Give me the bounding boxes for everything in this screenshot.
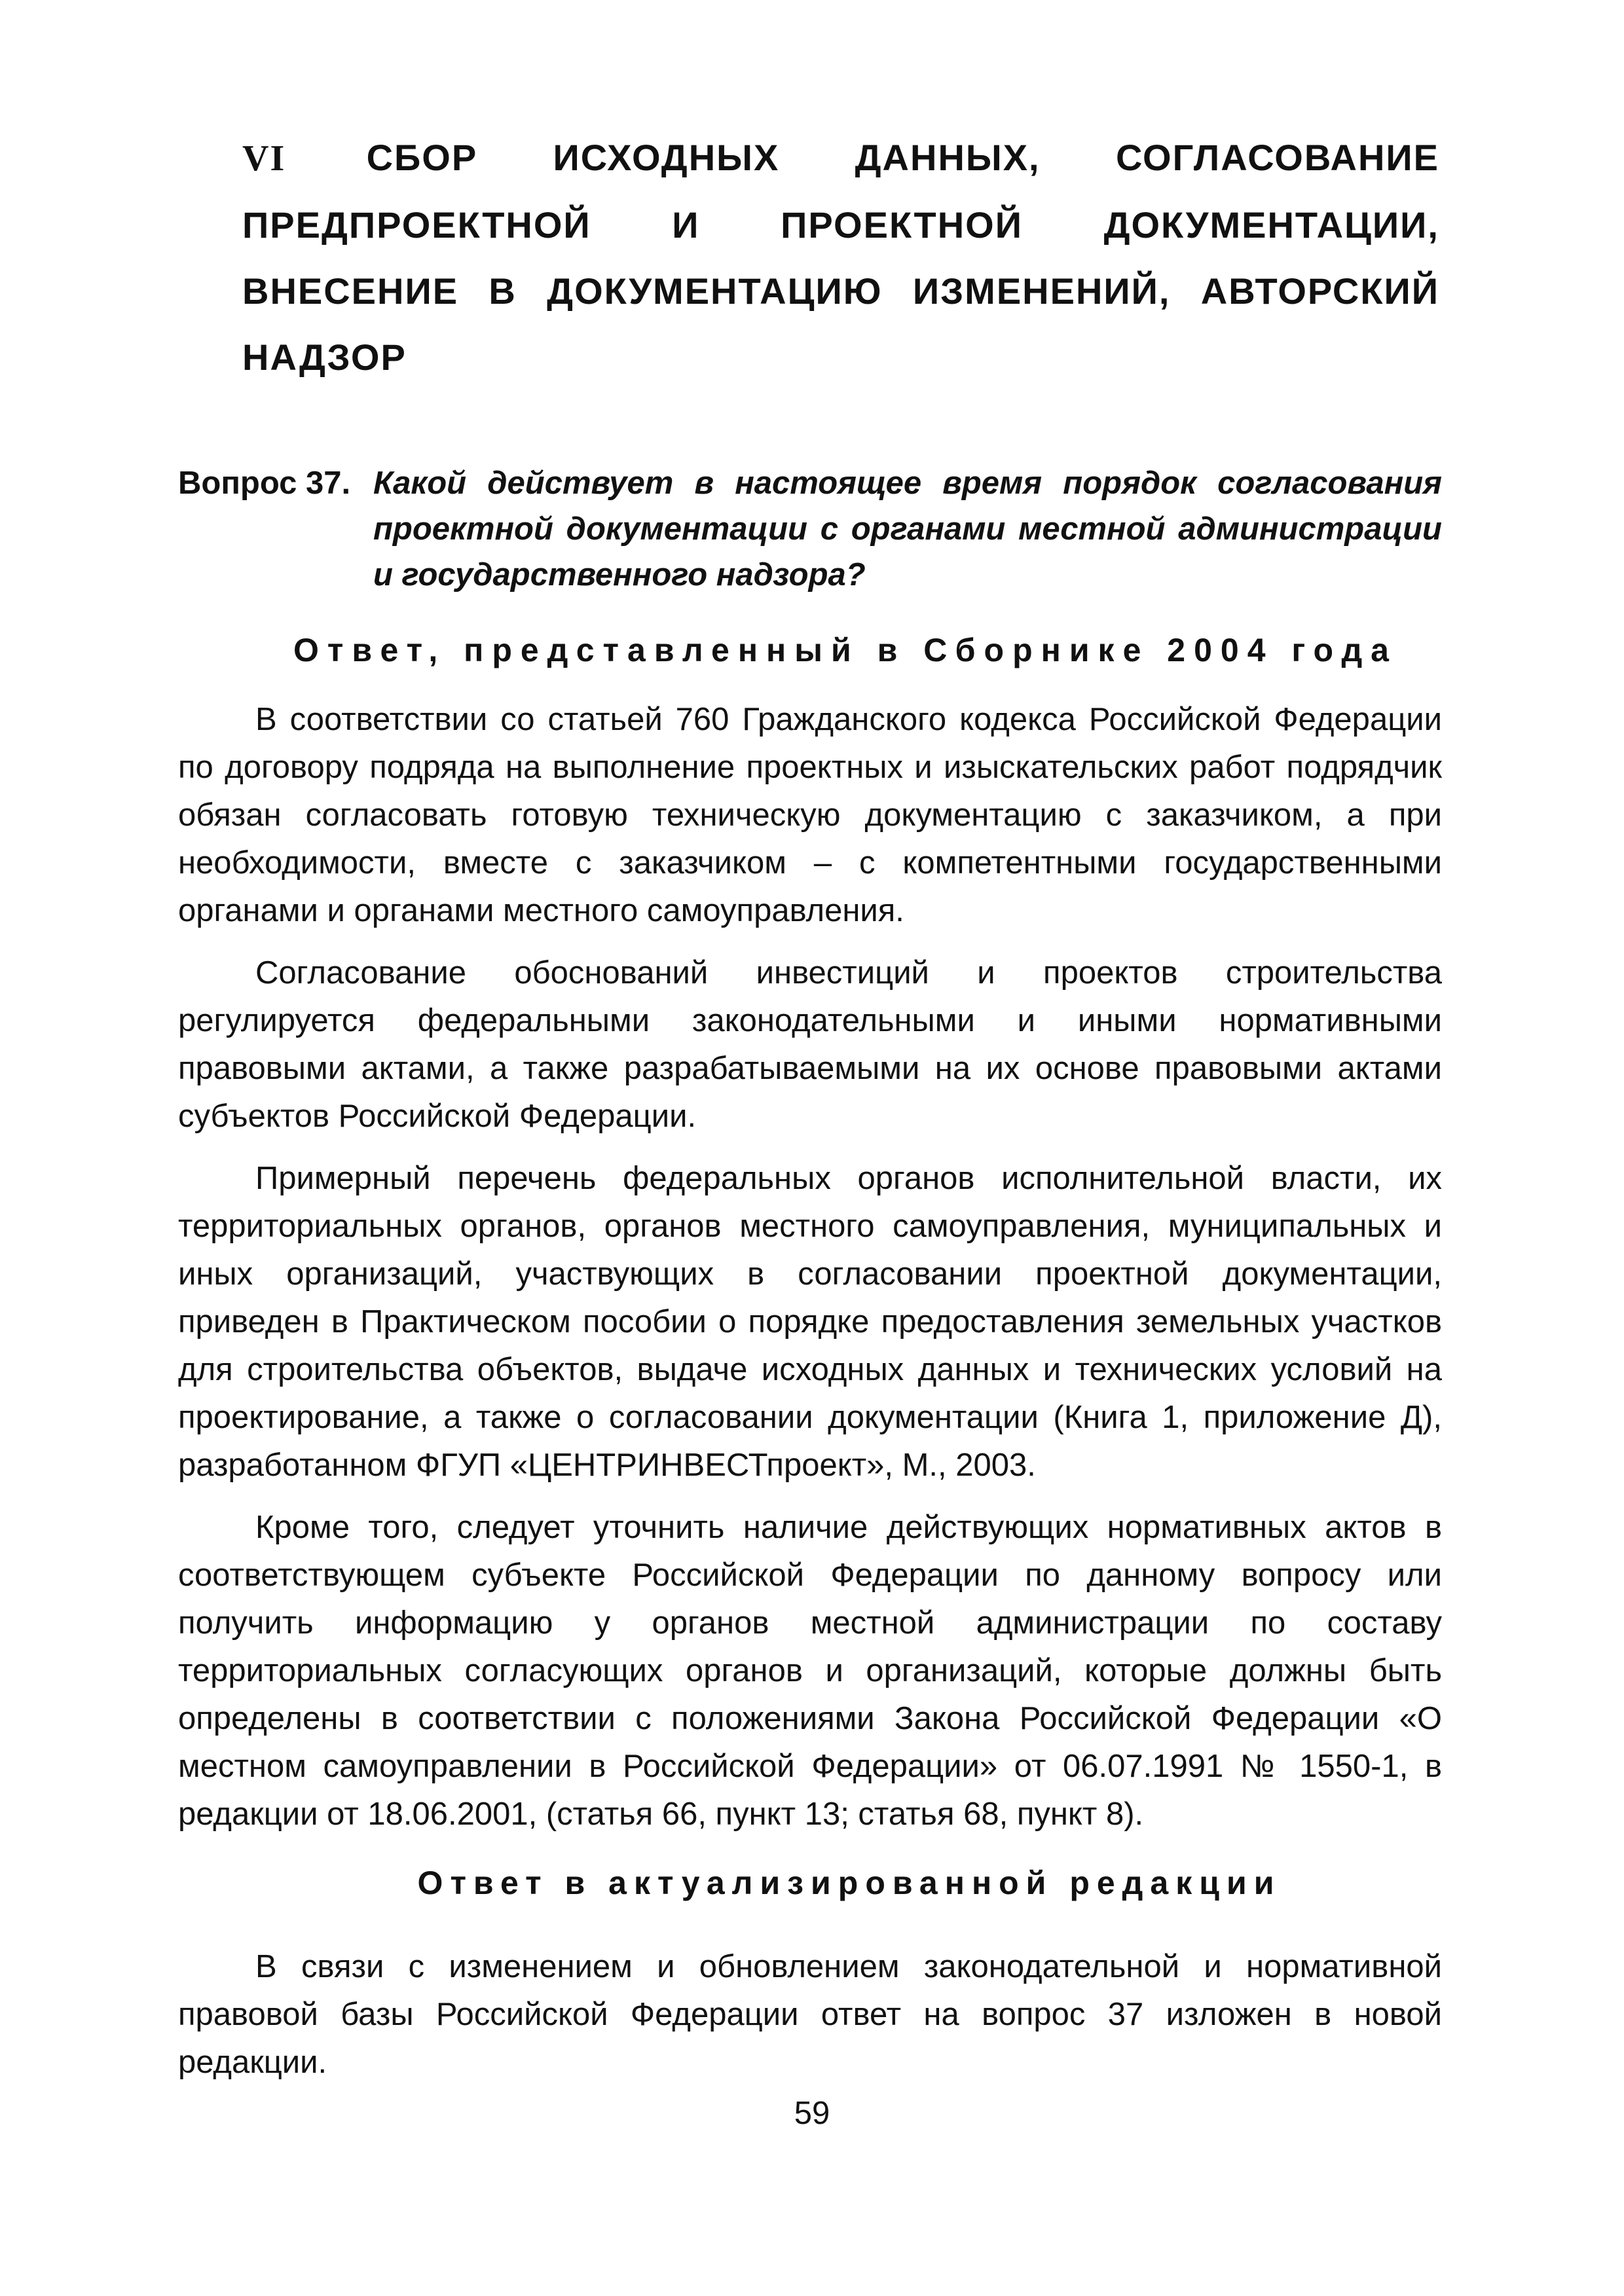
answer-2004-paragraph-4: Кроме того, следует уточнить наличие действующих нормативных актов в соответствующем субъекте Российской Федерации по данному вопросу или получить информацию у органов местной администрации по составу территориальных согласующих органов и организаций, которые должны быть определены в соответствии с положениями Закона Российской Федерации «О местном самоуправлении в Российской Федерации» от 06.07.1991 № 1550-1, в редакции от 18.06.2001, (статья 66, пункт 13; статья 68, пункт 8). [178,1510,1442,1832]
answer-2004-body [178,696,1442,1838]
question-block [178,460,1442,598]
answer-2004-paragraph-2: Согласование обоснований инвестиций и проектов строительства регулируется федеральными законодательными и иными нормативными правовыми актами, а также разрабатываемыми на их основе правовыми актами субъектов Российской Федерации. [178,955,1442,1134]
answer-2004-heading: Ответ, представленный в Сборнике 2004 года [293,632,1397,668]
question-text: Какой действует в настоящее время порядок согласования проектной документации с органами местной администрации и государственного надзора? [373,465,1442,592]
answer-actual-heading: Ответ в актуализированной редакции [417,1865,1282,1901]
chapter-roman-numeral: VI [242,138,286,179]
document-page [178,124,1442,2086]
answer-actual-body [178,1943,1442,2086]
chapter-title-text: СБОР ИСХОДНЫХ ДАННЫХ, СОГЛАСОВАНИЕ ПРЕДПРОЕКТНОЙ И ПРОЕКТНОЙ ДОКУМЕНТАЦИИ, ВНЕСЕНИЕ В ДОКУМЕНТАЦИЮ ИЗМЕНЕНИЙ, АВТОРСКИЙ НАДЗОР [242,137,1439,378]
answer-actual-paragraph: В связи с изменением и обновлением законодательной и нормативной правовой базы Российской Федерации ответ на вопрос 37 изложен в новой редакции. [178,1949,1442,2080]
page-number: 59 [794,2096,830,2131]
chapter-title [178,124,1442,390]
answer-2004-paragraph-1: В соответствии со статьей 760 Гражданского кодекса Российской Федерации по договору подряда на выполнение проектных и изыскательских работ подрядчик обязан согласовать готовую техническую документацию с заказчиком, а при необходимости, вместе с заказчиком – с компетентными государственными органами и органами местного самоуправления. [178,702,1442,928]
question-label: Вопрос 37. [178,465,351,501]
answer-2004-paragraph-3: Примерный перечень федеральных органов исполнительной власти, их территориальных органов, органов местного самоуправления, муниципальных и иных организаций, участвующих в согласовании проектной документации, приведен в Практическом пособии о порядке предоставления земельных участков для строительства объектов, выдаче исходных данных и технических условий на проектирование, а также о согласовании документации (Книга 1, приложение Д), разработанном ФГУП «ЦЕНТРИНВЕСТпроект», М., 2003. [178,1161,1442,1483]
